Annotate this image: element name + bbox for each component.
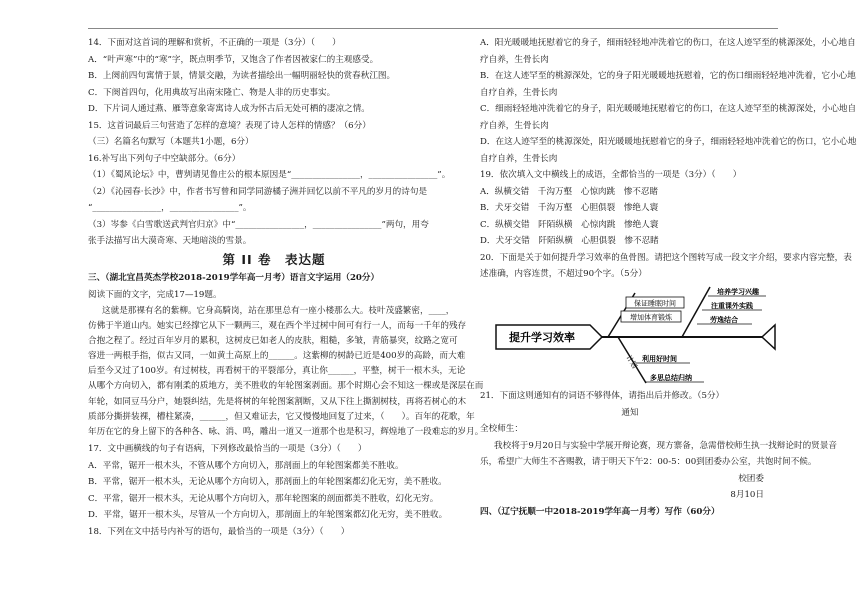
notice-body-line2: 乐，希望广大师生不吝赐教，请于明天下午2：00-5：00到团委办公室，共饱时间不候。 <box>480 457 817 467</box>
q17-stem: 17．文中画横线的句子有语病，下列修改最恰当的一项是（3分）（ ） <box>88 444 367 455</box>
q16-line-5: 张手法描写出大漠奇寒、天地暗淡的雪景。 <box>88 236 252 246</box>
passage-line: 年轮，如同豆马分户，她裂纠结，先是将树的年轮图案割断，又从下往上撕割树枝，再将若树心的木 <box>88 396 467 407</box>
reading-instruction: 阅读下面的文字，完成17—19题。 <box>88 289 222 300</box>
reading-passage <box>88 304 484 440</box>
q14-option-b: B．上阕前四句寓情于景，情景交融，为读者描绘出一幅明丽轻快的赏春秋江图。 <box>88 71 396 81</box>
fishbone-bone-2 <box>682 287 710 337</box>
passage-line: 合抱之程了。经过百年岁月的累积，这树皮已如老人的皮肤，粗糙，多皱，青筋暴突，纹路之宽可 <box>88 336 458 347</box>
q18-option-a-line1: A．阳光暖暖地抚慰着它的身子，细雨轻轻地冲洗着它的伤口，在这人迹罕至的桃源深处，小心地自 <box>480 38 856 48</box>
fishbone-label-3a: 计划 <box>624 353 639 370</box>
passage-line: 年历在它的身上留下的各种各、咏、消、鸣，雕出一道又一道那个也是积习，辉煌地了一段难忘的岁月。 <box>88 426 484 437</box>
q16-line-4: （3）岑参《白雪歌送武判官归京》中“________________，________________”两句，用夸 <box>88 219 429 230</box>
fishbone-diagram <box>490 285 780 385</box>
q18-option-a-line2: 疗自养，生骨长肉 <box>480 54 549 65</box>
q21-stem: 21．下面这则通知有的词语不够得体，请指出后并修改。（5分） <box>480 391 725 401</box>
notice-title: 通知 <box>621 407 639 418</box>
q16-line-3: “________________，________________”。 <box>88 203 252 213</box>
passage-line: 容进一两根手指，似古又同，一如黄土高原上的______。这紫柳的树龄已近是400岁的高龄，而大难 <box>88 351 466 362</box>
q18-stem: 18．下列在文中括号内补写的语句，最恰当的一项是（3分）（ ） <box>88 526 350 537</box>
fishbone-label-3c: 多思总结归纳 <box>650 374 692 382</box>
q18-option-b-line2: 自疗自养，生骨长肉 <box>480 87 558 98</box>
part3-title: 三、（湖北宜昌英杰学校2018-2019学年高一月考）语言文字运用（20分） <box>88 273 380 283</box>
q17-option-c: C．平常，锯开一根木头，无论从哪个方向切入，那年轮图案的剖面都美不胜收，幻化无穷。 <box>88 493 439 504</box>
notice-signature: 校团委 <box>738 473 764 484</box>
q19-stem: 19．依次填入文中横线上的成语，全都恰当的一项是（3分）（ ） <box>480 170 742 180</box>
q18-option-c-line2: 疗自养，生骨长肉 <box>480 120 549 131</box>
q17-option-a: A．平常，锯开一根木头，不管从哪个方向切入，那剖面上的年轮图案都美不胜收。 <box>88 460 404 471</box>
fishbone-head-label: 提升学习效率 <box>509 331 575 344</box>
q19-option-a: A．纵横交错 千沟万壑 心惊肉跳 惨不忍睹 <box>480 186 659 197</box>
q17-option-b: B．平常，锯开一根木头，无论从哪个方向切入，那剖面上的年轮图案都幻化无穷，美不胜收。 <box>88 477 447 488</box>
part4-title: 四、（辽宁抚顺一中2018-2019学年高一月考）写作（60分） <box>480 506 720 517</box>
q16-line-2: （2）《沁园春·长沙》中，作者书写曾和同学同游橘子洲并回忆以前不平凡的岁月的诗句是 <box>88 186 428 197</box>
fishbone-tail <box>762 325 775 349</box>
fishbone-label-1a: 保证睡眠时间 <box>634 299 676 308</box>
notice-body-line1: 我校将于9月20日与实验中学展开辩论赛，现方寨备，急需借校师生执一找辩论时的贤景音 <box>494 440 837 451</box>
q14-option-a: A．“叶声寒”中的“寒”字，既点明季节，又饱含了作者因被家仁的主观感受。 <box>88 54 379 65</box>
q20-stem-line1: 20．下面是关于如何提升学习效率的鱼骨图。请把这个图转写成一段文字介绍，要求内容完整，表 <box>480 252 852 263</box>
q16-stem: 16.补写出下列句子中空缺部分。（6分） <box>88 153 241 164</box>
q16-line-1: （1）《蜀风论坛》中，曹刿请见鲁庄公的根本原因是“________________，________________”。 <box>88 170 451 180</box>
q14-stem: 14．下面对这首词的理解和赏析，不正确的一项是（3分）（ ） <box>88 38 341 48</box>
fishbone-label-2c: 劳逸结合 <box>710 316 738 324</box>
section-ii-title: 第 II 卷 表达题 <box>222 252 326 267</box>
q19-option-d: D．犬牙交错 阡陌纵横 心胆俱裂 惨不忍睹 <box>480 236 659 246</box>
right-column <box>480 36 857 519</box>
passage-line: 后至今又过了100岁。有过树枝，再看树干的平裂部分，真让你______，平整，树干一根木头，无论 <box>88 366 466 377</box>
fishbone-label-2b: 注重课外实践 <box>711 302 753 310</box>
q18-option-c-line1: C．细雨轻轻地冲洗着它的身子，阳光暖暖地抚慰着它的伤口，在这人迹罕至的桃源深处，小心地自 <box>480 104 857 114</box>
left-column <box>88 36 484 539</box>
fishbone-label-2a: 培养学习兴趣 <box>717 288 759 296</box>
q14-option-d: D．下片词人通过燕、雁等意象寄寓诗人成为怀古后无处可栖的凄凉之情。 <box>88 104 370 114</box>
q17-option-d: D．平常，锯开一根木头，尽管从一个方向切入，那剖面上的年轮图案都幻化无穷，美不胜收。 <box>88 510 448 521</box>
notice-greeting: 全校师生： <box>480 424 523 434</box>
q15-stem: 15．这首词最后三句营造了怎样的意境？表现了诗人怎样的情感？（6分） <box>88 120 371 131</box>
part3-heading: （三）名篇名句默写（本题共1小题，6分） <box>88 137 254 147</box>
passage-line: 从哪个方向切入，都有刚柔的质地方，美不胜收的年轮图案剥面。那个时期心会不知这一棵或是深层在而 <box>88 381 484 392</box>
q19-option-c: C．纵横交错 阡陌纵横 心惊肉跳 惨绝人寰 <box>480 219 659 230</box>
q18-option-d-line1: D．在这人迹罕至的桃源深处，阳光暖暖地抚慰着它的身子，细雨轻轻地冲洗着它的伤口，它小心地 <box>480 137 857 147</box>
q18-option-d-line2: 自疗自养，生骨长肉 <box>480 153 558 164</box>
passage-line: 这就是那裸有名的紫柳。它身高騎岗，站在那里总有一座小楼那么大。枝叶茂盛繁密，____， <box>102 306 455 316</box>
fishbone-label-3b: 利用好时间 <box>642 355 677 363</box>
q18-option-b-line1: B．在这人迹罕至的桃源深处，它的身子阳光暖暖地抚慰着，它的伤口细雨轻轻地冲洗着，它小心地 <box>480 71 856 81</box>
notice-date: 8月10日 <box>730 490 764 500</box>
passage-line: 质部分撕拼装裸，槽柱紧凑，______，但又难证去，它又慢慢地回复了过来，（ ）。百年的花歌，年 <box>88 411 475 422</box>
q20-stem-line2: 述准确，内容连贯，不超过90个字。（5分） <box>480 269 647 279</box>
passage-line: 仿佛于半道山内。她实已经撑它从下一颗两三，观在西个半过树中间可有行一人，而每一千年的残存 <box>88 321 467 332</box>
q19-option-b: B．犬牙交错 千沟万壑 心胆俱裂 惨绝人寰 <box>480 203 659 213</box>
fishbone-svg <box>490 285 780 385</box>
q14-option-c: C．下阕首四句，化用典故写出南宋隆亡、物是人非的历史事实。 <box>88 87 336 98</box>
header-rule <box>88 28 778 29</box>
fishbone-label-1b: 增加体育锻炼 <box>630 313 672 322</box>
